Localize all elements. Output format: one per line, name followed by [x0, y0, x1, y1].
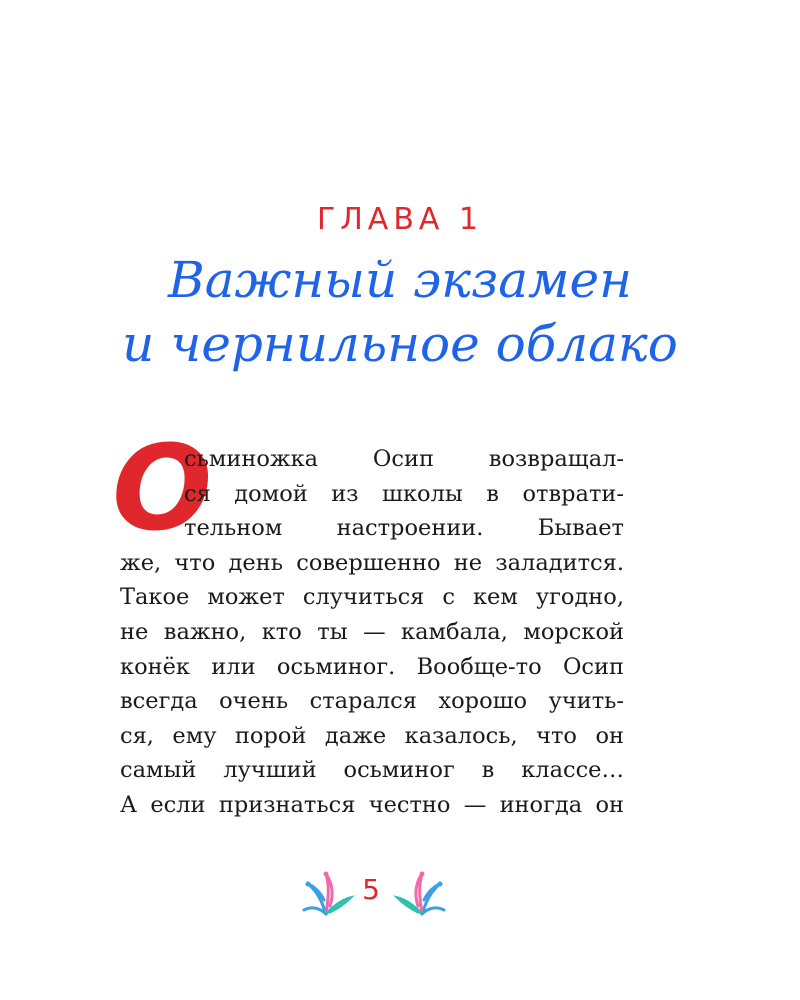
page-footer	[0, 858, 800, 928]
text-line-10: самый лучший осьминог в классе…	[120, 757, 624, 784]
chapter-title	[0, 248, 800, 376]
page-number: 5	[362, 873, 380, 906]
seaweed-ornament-icon	[296, 862, 356, 918]
seaweed-ornament-icon	[392, 862, 452, 918]
text-line-4: же, что день совершенно не заладится.	[120, 549, 624, 576]
text-line-8: всегда очень старался хорошо учить-	[120, 688, 624, 715]
text-line-5: Такое может случиться с кем угодно,	[120, 584, 624, 611]
text-line-2: ся домой из школы в отврати-	[184, 480, 624, 507]
chapter-label: ГЛАВА 1	[316, 202, 484, 237]
chapter-title-line-1: Важный экзамен	[167, 251, 633, 309]
body-text	[120, 442, 624, 823]
drop-cap: О	[112, 419, 213, 557]
text-line-3: тельном настроении. Бывает	[184, 515, 624, 542]
text-line-6: не важно, кто ты — камбала, морской	[120, 618, 624, 645]
text-line-11: А если признаться честно — иногда он	[120, 791, 624, 818]
text-line-1: сьминожка Осип возвращал-	[184, 446, 624, 472]
chapter-title-line-2: и чернильное облако	[122, 315, 678, 373]
text-line-7: конёк или осьминог. Вообще-то Осип	[120, 653, 624, 680]
text-line-9: ся, ему порой даже казалось, что он	[120, 722, 624, 749]
